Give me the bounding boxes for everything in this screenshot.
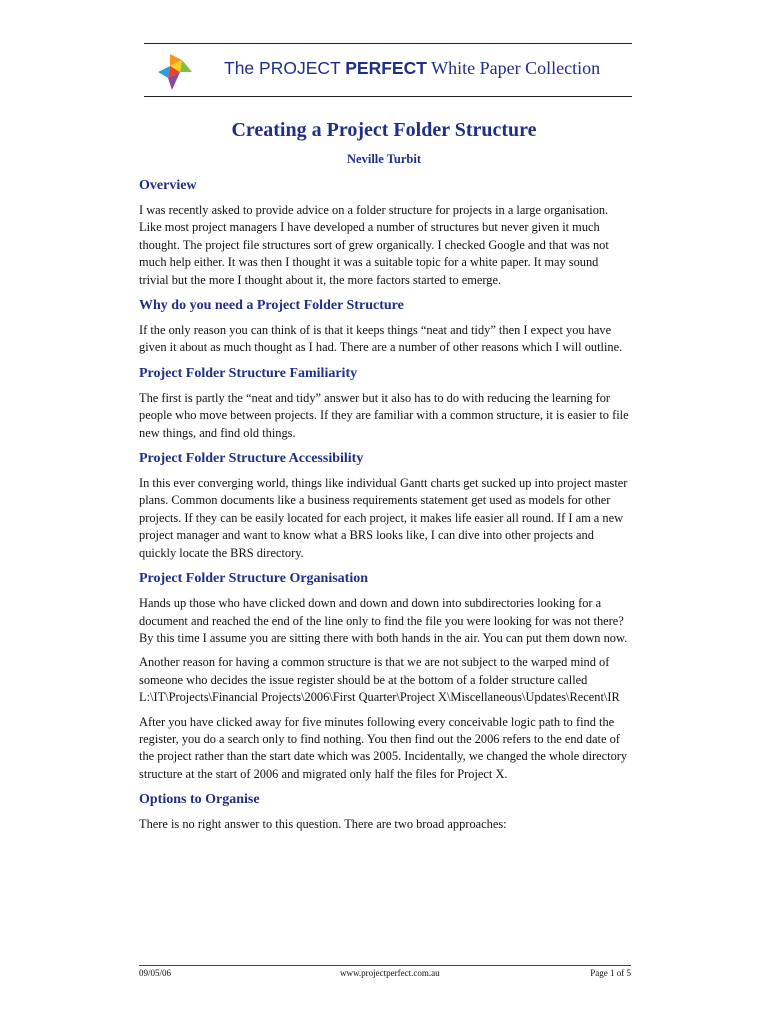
section-overview: [139, 176, 631, 289]
section-why: [139, 296, 631, 357]
section-heading: Why do you need a Project Folder Structure: [139, 298, 404, 314]
header-prefix: The PROJECT: [224, 58, 346, 78]
header-top-rule: [144, 43, 632, 44]
footer-date: 09/05/06: [139, 968, 172, 978]
section-options: [139, 790, 631, 833]
paragraph: There is no right answer to this question. There are two broad approaches:: [139, 817, 507, 832]
paragraph: After you have clicked away for five minutes following every conceivable logic path to find the register, you do a search only to find nothing. You then find out the 2006 refers to the end date of the project rather than the start date which was 2005. Incidentally, we changed the whole directory structure at the start of 2006 and migrated only half the files for Project X.: [139, 714, 628, 781]
section-heading: Options to Organise: [139, 792, 260, 808]
document-title: Creating a Project Folder Structure: [231, 119, 537, 141]
paragraph: In this ever converging world, things like individual Gantt charts get sucked up into project master plans. Common documents like a business requirements statement get used as models for other projects. If they can be easily located for each project, it makes life easier all round. If I am a new project manager and want to know what a BRS looks like, I can dive into other projects and quickly locate the BRS directory.: [139, 476, 628, 560]
paragraph: Hands up those who have clicked down and down and down into subdirectories looking for a document and reached the end of the line only to find the file you were looking for was not there? By this time I assume you are sitting there with both hands in the air. You can put them down now.: [139, 596, 628, 645]
paragraph: Another reason for having a common structure is that we are not subject to the warped mind of someone who decides the issue register should be at the bottom of a folder structure called L:\IT\Projects\Financial Projects\2006\First Quarter\Project X\Miscellaneous\Updates\Recent\IR: [139, 655, 620, 705]
header-title: [224, 58, 634, 79]
section-heading: Overview: [139, 178, 197, 193]
header-bottom-rule: [144, 96, 632, 97]
section-heading: Project Folder Structure Accessibility: [139, 451, 364, 467]
paragraph: I was recently asked to provide advice on a folder structure for projects in a large organisation. Like most project managers I have developed a number of structures but never given it much thought. The project file structures sort of grew organically. I checked Google and that was not much help either. It was then I thought it was a suitable topic for a white paper. It may sound trivial but the more I thought about it, the more factors started to emerge.: [139, 203, 609, 287]
section-accessibility: [139, 449, 631, 562]
footer-page-number: Page 1 of 5: [590, 968, 631, 978]
section-heading: Project Folder Structure Organisation: [139, 571, 369, 587]
paragraph: The first is partly the “neat and tidy” answer but it also has to do with reducing the learning for people who move between projects. If they are familiar with a common structure, it is easier to file new things, and find old things.: [139, 390, 629, 440]
project-perfect-logo-icon: [156, 52, 196, 92]
paragraph: If the only reason you can think of is that it keeps things “neat and tidy” then I expect you have given it about as much thought as I had. There are a number of other reasons which I will outline.: [139, 323, 623, 355]
section-organisation: [139, 569, 631, 783]
section-heading: Project Folder Structure Familiarity: [139, 365, 358, 381]
footer-url[interactable]: www.projectperfect.com.au: [340, 968, 440, 978]
header-suffix: White Paper Collection: [426, 58, 601, 78]
header-brand: PERFECT: [345, 58, 427, 78]
section-familiarity: [139, 364, 631, 442]
author-name: Neville Turbit: [347, 152, 421, 166]
document-body: [139, 176, 631, 841]
footer-rule: [139, 965, 631, 966]
